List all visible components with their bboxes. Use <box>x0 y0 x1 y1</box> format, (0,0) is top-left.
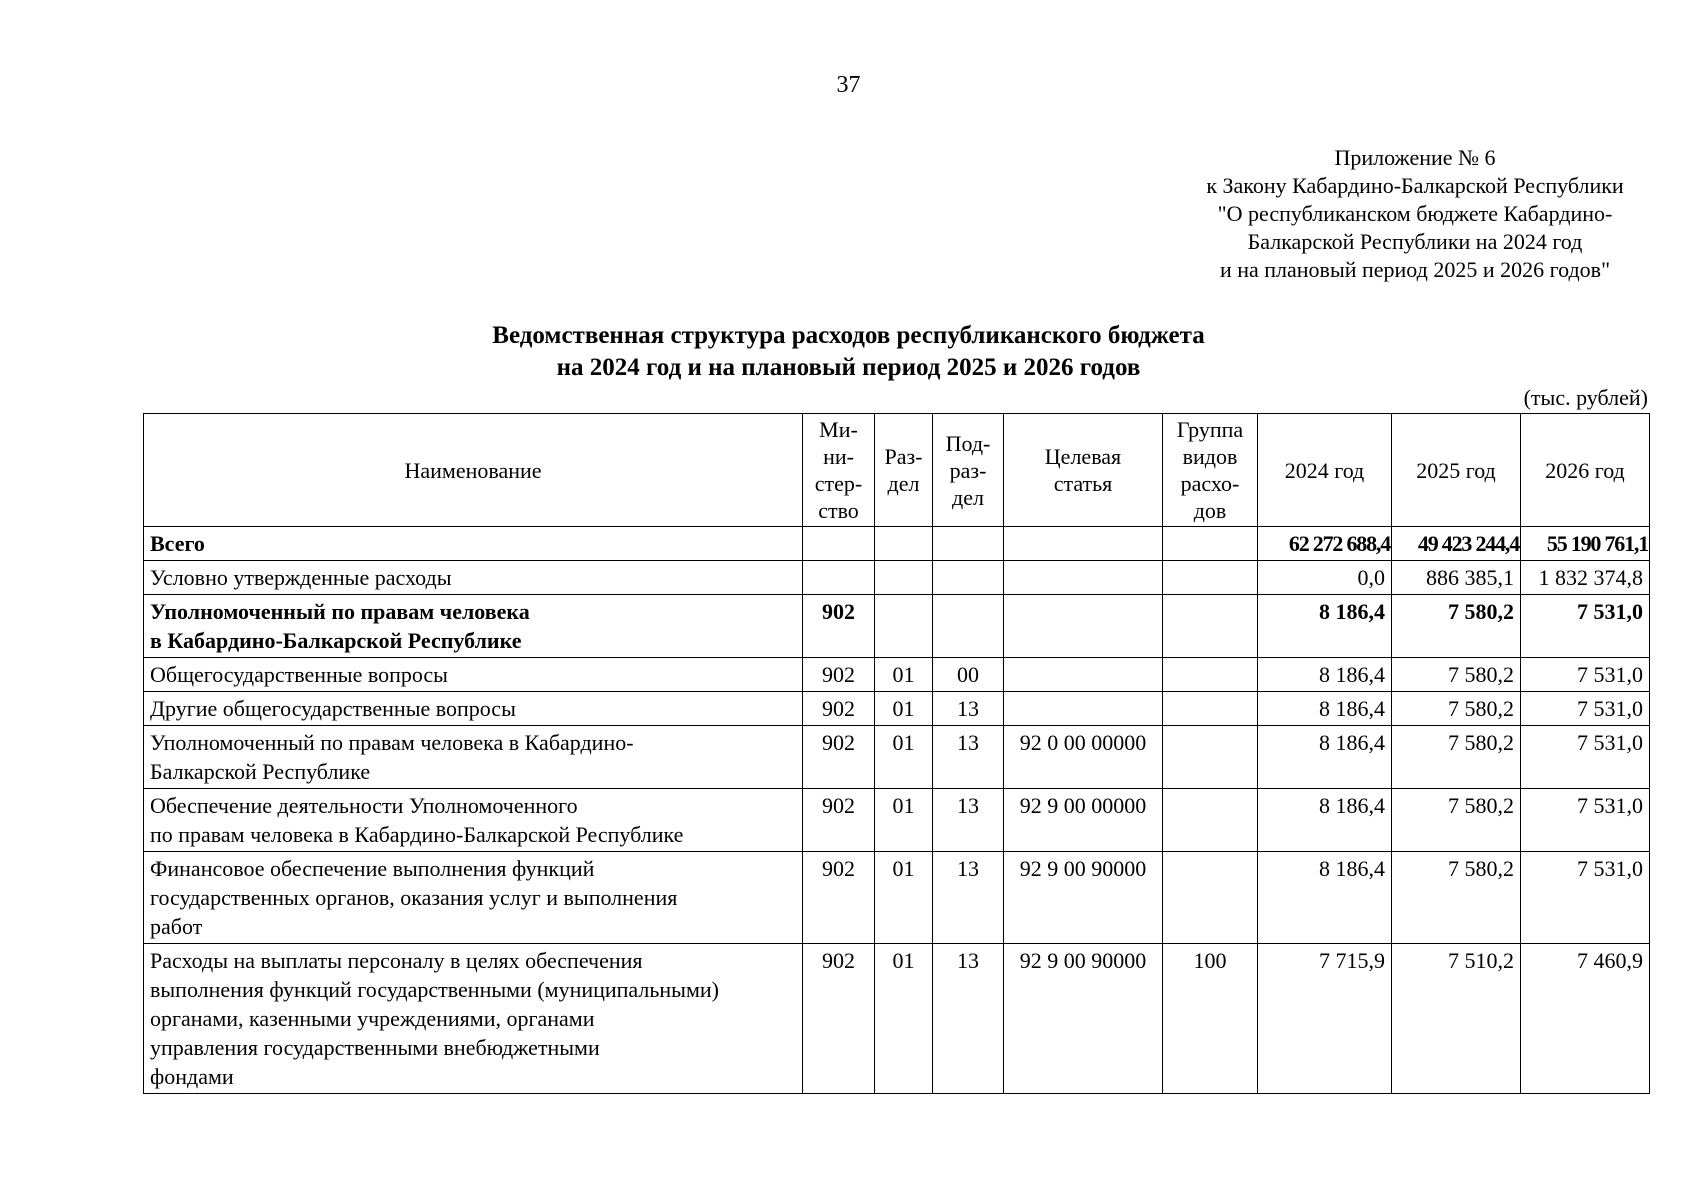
cell-expense-group <box>1163 527 1258 561</box>
cell-expense-group <box>1163 726 1258 789</box>
table-row <box>144 561 1650 595</box>
cell-subsection: 13 <box>933 789 1004 852</box>
appendix-line: Приложение № 6 <box>1334 145 1496 170</box>
cell-name-line: в Кабардино-Балкарской Республике <box>150 628 522 653</box>
col-header-2025: 2025 год <box>1392 414 1521 527</box>
table-row <box>144 852 1650 944</box>
cell-target: 92 0 00 00000 <box>1004 726 1163 789</box>
cell-2024: 8 186,4 <box>1258 595 1392 658</box>
cell-ministry: 902 <box>803 595 875 658</box>
cell-name <box>144 789 803 852</box>
cell-2025: 7 510,2 <box>1392 944 1521 1094</box>
appendix-line: и на плановый период 2025 и 2026 годов" <box>1219 257 1611 282</box>
header-line: Целевая <box>1044 444 1122 469</box>
appendix-note <box>1180 144 1650 284</box>
table-row <box>144 527 1650 561</box>
cell-name <box>144 944 803 1094</box>
cell-name-line: органами, казенными учреждениями, органами <box>150 1006 595 1031</box>
header-line: Под- <box>945 430 991 456</box>
cell-expense-group <box>1163 658 1258 692</box>
cell-name-line: фондами <box>150 1064 234 1089</box>
table-row <box>144 595 1650 658</box>
cell-ministry <box>803 561 875 595</box>
table-body <box>144 527 1650 1094</box>
cell-expense-group <box>1163 852 1258 944</box>
cell-2025: 7 580,2 <box>1392 692 1521 726</box>
cell-2024: 8 186,4 <box>1258 692 1392 726</box>
cell-section <box>875 561 933 595</box>
cell-subsection: 00 <box>933 658 1004 692</box>
cell-section: 01 <box>875 944 933 1094</box>
cell-name <box>144 726 803 789</box>
cell-2026: 55 190 761,1 <box>1521 527 1650 561</box>
header-line: дел <box>887 471 920 496</box>
table-row <box>144 692 1650 726</box>
cell-2024: 8 186,4 <box>1258 789 1392 852</box>
cell-2024: 0,0 <box>1258 561 1392 595</box>
cell-ministry: 902 <box>803 789 875 852</box>
cell-target: 92 9 00 90000 <box>1004 852 1163 944</box>
cell-name-line: Условно утвержденные расходы <box>150 565 452 590</box>
cell-name-line: Другие общегосударственные вопросы <box>150 696 516 721</box>
table-row <box>144 726 1650 789</box>
cell-2026: 1 832 374,8 <box>1521 561 1650 595</box>
table-row <box>144 944 1650 1094</box>
cell-expense-group: 100 <box>1163 944 1258 1094</box>
cell-ministry: 902 <box>803 726 875 789</box>
table-row <box>144 789 1650 852</box>
header-line: дел <box>952 484 984 510</box>
cell-2025: 49 423 244,4 <box>1392 527 1521 561</box>
cell-expense-group <box>1163 789 1258 852</box>
cell-2024: 7 715,9 <box>1258 944 1392 1094</box>
header-line: ни- <box>823 444 854 469</box>
cell-name-line: Уполномоченный по правам человека в Кабардино- <box>150 730 634 755</box>
cell-section: 01 <box>875 726 933 789</box>
cell-subsection <box>933 527 1004 561</box>
cell-ministry <box>803 527 875 561</box>
appendix-line: к Закону Кабардино-Балкарской Республики <box>1206 173 1624 198</box>
cell-2025: 7 580,2 <box>1392 658 1521 692</box>
col-header-ministry <box>803 414 875 527</box>
header-line: Ми- <box>819 417 858 442</box>
cell-expense-group <box>1163 692 1258 726</box>
header-line: расхо- <box>1180 471 1240 496</box>
cell-target <box>1004 527 1163 561</box>
cell-2026: 7 531,0 <box>1521 852 1650 944</box>
cell-2024: 8 186,4 <box>1258 852 1392 944</box>
cell-section: 01 <box>875 692 933 726</box>
units-label: (тыс. рублей) <box>1523 385 1648 410</box>
header-line: видов <box>1182 444 1238 469</box>
cell-name-line: Расходы на выплаты персоналу в целях обеспечения <box>150 948 643 973</box>
cell-section: 01 <box>875 658 933 692</box>
cell-2026: 7 531,0 <box>1521 789 1650 852</box>
cell-name-line: по правам человека в Кабардино-Балкарской Республике <box>150 822 684 847</box>
page-number: 37 <box>836 72 861 98</box>
cell-2026: 7 531,0 <box>1521 692 1650 726</box>
cell-2025: 886 385,1 <box>1392 561 1521 595</box>
col-header-2026: 2026 год <box>1521 414 1650 527</box>
cell-subsection: 13 <box>933 692 1004 726</box>
cell-section: 01 <box>875 852 933 944</box>
cell-target: 92 9 00 90000 <box>1004 944 1163 1094</box>
budget-table <box>143 413 1650 1094</box>
document-title <box>0 320 1697 384</box>
cell-ministry: 902 <box>803 944 875 1094</box>
cell-subsection: 13 <box>933 944 1004 1094</box>
cell-2026: 7 531,0 <box>1521 726 1650 789</box>
table-header-row <box>144 414 1650 527</box>
table-row <box>144 658 1650 692</box>
header-line: Раз- <box>884 444 923 469</box>
cell-section <box>875 527 933 561</box>
cell-name-line: управления государственными внебюджетными <box>150 1035 600 1060</box>
cell-2024: 8 186,4 <box>1258 726 1392 789</box>
cell-section: 01 <box>875 789 933 852</box>
header-line: стер- <box>814 471 863 496</box>
cell-subsection: 13 <box>933 852 1004 944</box>
cell-target <box>1004 658 1163 692</box>
col-header-section <box>875 414 933 527</box>
appendix-line: "О республиканском бюджете Кабардино- <box>1217 201 1613 226</box>
title-line: на 2024 год и на плановый период 2025 и 2026 годов <box>556 354 1141 381</box>
cell-expense-group <box>1163 595 1258 658</box>
cell-2025: 7 580,2 <box>1392 595 1521 658</box>
cell-target <box>1004 561 1163 595</box>
cell-name-line: государственных органов, оказания услуг и выполнения <box>150 885 678 910</box>
cell-name-line: работ <box>150 914 203 939</box>
cell-name-line: Обеспечение деятельности Уполномоченного <box>150 793 578 818</box>
cell-name-line: Общегосударственные вопросы <box>150 662 448 687</box>
col-header-name: Наименование <box>144 414 803 527</box>
col-header-target <box>1004 414 1163 527</box>
cell-name <box>144 561 803 595</box>
header-line: раз- <box>949 457 987 483</box>
cell-2025: 7 580,2 <box>1392 789 1521 852</box>
cell-name-line: Уполномоченный по правам человека <box>150 599 530 624</box>
cell-ministry: 902 <box>803 692 875 726</box>
cell-subsection <box>933 595 1004 658</box>
cell-section <box>875 595 933 658</box>
cell-expense-group <box>1163 561 1258 595</box>
cell-ministry: 902 <box>803 852 875 944</box>
cell-2025: 7 580,2 <box>1392 852 1521 944</box>
cell-name-line: Всего <box>150 531 205 556</box>
cell-name-line: Балкарской Республике <box>150 759 371 784</box>
cell-name <box>144 595 803 658</box>
cell-name <box>144 527 803 561</box>
cell-2026: 7 531,0 <box>1521 595 1650 658</box>
cell-subsection: 13 <box>933 726 1004 789</box>
header-line: статья <box>1053 471 1113 496</box>
cell-ministry: 902 <box>803 658 875 692</box>
cell-name <box>144 658 803 692</box>
cell-subsection <box>933 561 1004 595</box>
col-header-2024: 2024 год <box>1258 414 1392 527</box>
cell-target <box>1004 692 1163 726</box>
header-line: Группа <box>1176 417 1244 442</box>
title-line: Ведомственная структура расходов республиканского бюджета <box>492 322 1205 349</box>
cell-2025: 7 580,2 <box>1392 726 1521 789</box>
cell-name-line: выполнения функций государственными (муниципальными) <box>150 977 719 1002</box>
cell-2026: 7 460,9 <box>1521 944 1650 1094</box>
cell-target: 92 9 00 00000 <box>1004 789 1163 852</box>
cell-2024: 62 272 688,4 <box>1258 527 1392 561</box>
cell-name-line: Финансовое обеспечение выполнения функций <box>150 856 595 881</box>
cell-2026: 7 531,0 <box>1521 658 1650 692</box>
cell-target <box>1004 595 1163 658</box>
cell-name <box>144 852 803 944</box>
col-header-expense-group <box>1163 414 1258 527</box>
header-line: ство <box>818 498 859 523</box>
header-line: дов <box>1193 498 1227 523</box>
cell-name <box>144 692 803 726</box>
cell-2024: 8 186,4 <box>1258 658 1392 692</box>
col-header-subsection <box>933 414 1004 527</box>
appendix-line: Балкарской Республики на 2024 год <box>1247 229 1583 254</box>
